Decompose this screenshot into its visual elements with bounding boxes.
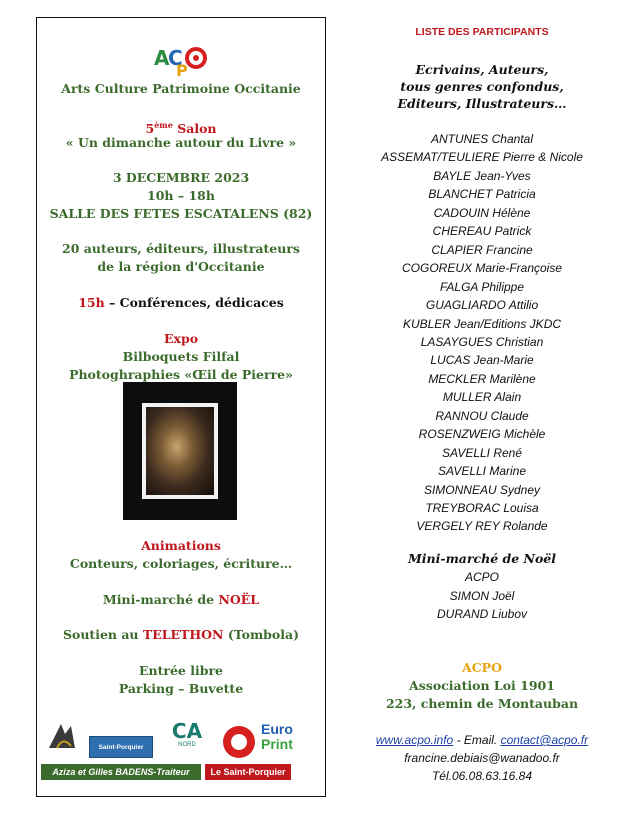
contact-address: 223, chemin de Montauban bbox=[385, 696, 579, 711]
expo-photo bbox=[123, 382, 237, 520]
contact-line: www.acpo.info - Email. contact@acpo.fr bbox=[375, 733, 589, 747]
contact-association: Association Loi 1901 bbox=[409, 678, 555, 693]
participant-name: CADOUIN Hélène bbox=[433, 205, 531, 220]
participant-name: BAYLE Jean-Yves bbox=[433, 168, 531, 183]
participant-name: RANNOU Claude bbox=[435, 408, 529, 423]
conferences: 15h – Conférences, dédicaces bbox=[78, 295, 284, 310]
salon-title: « Un dimanche autour du Livre » bbox=[65, 135, 297, 150]
expo-line-1: Bilboquets Filfal bbox=[122, 349, 240, 364]
plate-logo bbox=[223, 726, 255, 758]
participant-name: KUBLER Jean/Editions JKDC bbox=[402, 316, 562, 331]
participant-name: VERGELY REY Rolande bbox=[416, 519, 548, 534]
expo-line-2: Photoghraphies «Œil de Pierre» bbox=[69, 367, 293, 382]
participant-name: LASAYGUES Christian bbox=[420, 334, 544, 349]
acpo-logo bbox=[152, 43, 212, 77]
participants-subtitle-1: Ecrivains, Auteurs, bbox=[415, 62, 549, 77]
participant-name: ASSEMAT/TEULIERE Pierre & Nicole bbox=[381, 150, 583, 165]
contact-phone: Tél.06.08.63.16.84 bbox=[431, 769, 533, 783]
market-participant: SIMON Joël bbox=[449, 588, 515, 603]
website-link[interactable]: www.acpo.info bbox=[375, 733, 454, 747]
animations-title: Animations bbox=[141, 538, 221, 553]
market-participant: ACPO bbox=[464, 570, 499, 584]
credit-agricole-logo: CA NORD bbox=[171, 719, 203, 748]
svg-text:C: C bbox=[168, 46, 183, 70]
entry-free: Entrée libre bbox=[138, 663, 223, 678]
svg-text:A: A bbox=[154, 46, 170, 70]
christmas-market: Mini-marché de NOËL bbox=[102, 592, 260, 607]
market-title: Mini-marché de Noël bbox=[407, 551, 557, 566]
participant-name: MECKLER Marilène bbox=[428, 371, 536, 386]
participants-subtitle-3: Editeurs, Illustrateurs… bbox=[397, 96, 567, 111]
contact-email-2: francine.debiais@wanadoo.fr bbox=[404, 751, 560, 765]
expo-title: Expo bbox=[163, 331, 199, 346]
telethon: Soutien au TELETHON (Tombola) bbox=[62, 627, 300, 642]
participant-name: MULLER Alain bbox=[442, 390, 522, 405]
contact-org: ACPO bbox=[462, 660, 502, 675]
animations-text: Conteurs, coloriages, écriture… bbox=[69, 556, 293, 571]
participant-name: BLANCHET Patricia bbox=[428, 187, 536, 202]
email-link[interactable]: contact@acpo.fr bbox=[500, 733, 589, 747]
participants-title: LISTE DES PARTICIPANTS bbox=[415, 26, 549, 38]
participant-name: SIMONNEAU Sydney bbox=[423, 482, 541, 497]
parking: Parking – Buvette bbox=[118, 681, 244, 696]
participants-column bbox=[340, 0, 624, 829]
market-participant: DURAND Liubov bbox=[436, 607, 528, 621]
badens-banner: Aziza et Gilles BADENS-Traiteur bbox=[41, 764, 201, 780]
participant-name: CLAPIER Francine bbox=[431, 242, 533, 257]
participant-name: FALGA Philippe bbox=[439, 279, 525, 294]
salon-number: 5ème Salon bbox=[145, 120, 217, 137]
participant-name: LUCAS Jean-Marie bbox=[430, 353, 534, 368]
event-date: 3 DECEMBRE 2023 bbox=[112, 170, 250, 185]
participant-name: ROSENZWEIG Michèle bbox=[418, 427, 546, 442]
participant-name: COGOREUX Marie-Françoise bbox=[401, 261, 563, 276]
participants-subtitle-2: tous genres confondus, bbox=[400, 79, 564, 94]
porquier-banner: Le Saint-Porquier bbox=[205, 764, 291, 780]
event-hours: 10h – 18h bbox=[147, 188, 215, 203]
saint-porquier-logo: Saint-Porquier bbox=[89, 736, 153, 758]
participant-name: GUAGLIARDO Attilio bbox=[425, 298, 539, 313]
svg-text:P: P bbox=[176, 61, 188, 77]
participant-name: TREYBORAC Louisa bbox=[425, 501, 539, 515]
participant-name: SAVELLI René bbox=[441, 445, 523, 460]
participant-name: ANTUNES Chantal bbox=[430, 132, 534, 146]
badens-logo bbox=[41, 718, 85, 754]
europrint-logo: Euro Print bbox=[261, 721, 293, 752]
event-venue: SALLE DES FETES ESCATALENS (82) bbox=[49, 206, 313, 221]
participant-name: SAVELLI Marine bbox=[437, 464, 527, 479]
org-name: Arts Culture Patrimoine Occitanie bbox=[61, 81, 301, 96]
participant-name: CHEREAU Patrick bbox=[432, 224, 532, 239]
authors-line-1: 20 auteurs, éditeurs, illustrateurs bbox=[62, 241, 300, 256]
event-flyer bbox=[36, 17, 326, 797]
authors-line-2: de la région d'Occitanie bbox=[97, 259, 265, 274]
